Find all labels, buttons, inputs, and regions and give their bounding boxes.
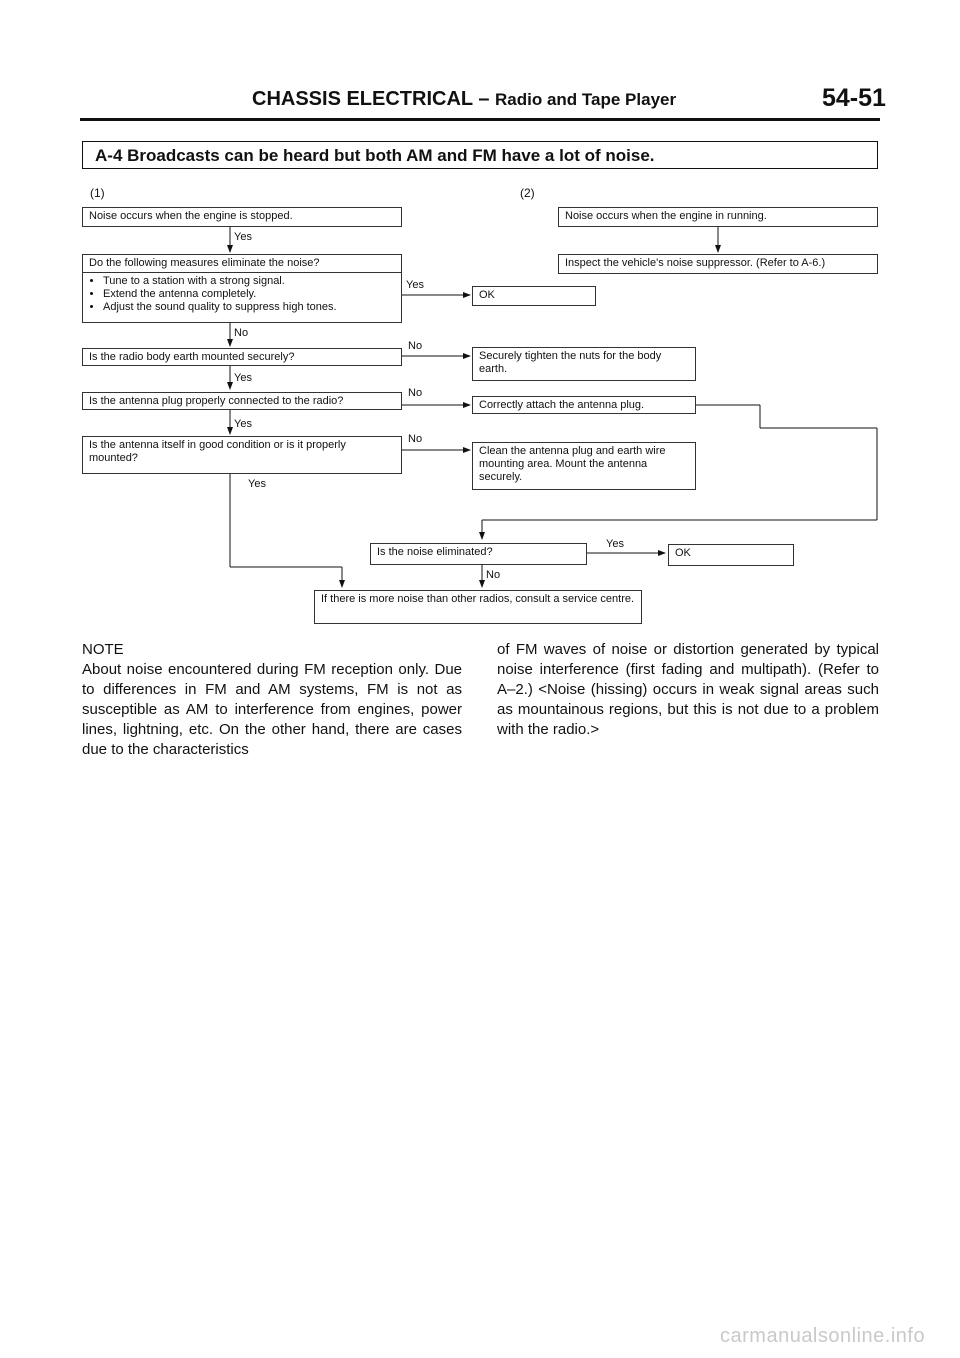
consult-service-box: If there is more noise than other radios, consult a service centre.	[314, 590, 642, 624]
measure-item: • Adjust the sound quality to suppress high tones.	[103, 301, 395, 314]
page-number: 54-51	[822, 84, 886, 112]
antenna-question: Is the antenna itself in good condition or is it properly mounted?	[82, 436, 402, 474]
measures-question: Do the following measures eliminate the noise?	[83, 257, 401, 273]
edge-no-1: No	[234, 327, 249, 339]
edge-yes-3: Yes	[234, 418, 252, 430]
edge-no-plug: No	[408, 387, 423, 399]
body-earth-question: Is the radio body earth mounted securely?	[82, 348, 402, 366]
edge-yes-eliminated: Yes	[606, 538, 624, 550]
measure-item: • Tune to a station with a strong signal.	[103, 275, 395, 288]
engine-running-box: Noise occurs when the engine in running.	[558, 207, 878, 227]
ok-box-1: OK	[472, 286, 596, 306]
note-left-text: About noise encountered during FM reception only. Due to differences in FM and AM systems, FM is not as susceptible as AM to interference from engines, power lines, lightning, etc. On the other hand, there are cases due to the characteristics	[82, 661, 462, 758]
flow2-label: (2)	[520, 186, 535, 200]
note-right-text: of FM waves of noise or distortion generated by typical noise interference (first fading and multipath). (Refer to A–2.) <Noise (hissing) occurs in weak signal areas such as mountainous regions, but this is not due to a problem with the radio.>	[497, 641, 879, 738]
noise-eliminated-question: Is the noise eliminated?	[370, 543, 587, 565]
section-title: A-4 Broadcasts can be heard but both AM and FM have a lot of noise.	[82, 141, 878, 169]
note-heading: NOTE	[82, 641, 124, 658]
ok-box-2: OK	[668, 544, 794, 566]
measures-box	[82, 254, 402, 323]
measures-list	[89, 275, 395, 314]
measure-item: • Extend the antenna completely.	[103, 288, 395, 301]
edge-no-body-earth: No	[408, 340, 423, 352]
body-earth-fix: Securely tighten the nuts for the body earth.	[472, 347, 696, 381]
edge-yes-2: Yes	[234, 372, 252, 384]
note-left	[82, 640, 462, 760]
edge-yes-measures: Yes	[406, 279, 424, 291]
antenna-fix: Clean the antenna plug and earth wire mounting area. Mount the antenna securely.	[472, 442, 696, 490]
edge-no-antenna: No	[408, 433, 423, 445]
footer-watermark: carmanualsonline.info	[720, 1325, 926, 1347]
plug-question: Is the antenna plug properly connected to the radio?	[82, 392, 402, 410]
engine-stopped-box: Noise occurs when the engine is stopped.	[82, 207, 402, 227]
inspect-suppressor-box: Inspect the vehicle's noise suppressor. (Refer to A-6.)	[558, 254, 878, 274]
header-title: CHASSIS ELECTRICAL	[252, 88, 473, 110]
plug-fix: Correctly attach the antenna plug.	[472, 396, 696, 414]
header-dash: –	[478, 88, 490, 110]
edge-yes-1: Yes	[234, 231, 252, 243]
header-subtitle: Radio and Tape Player	[495, 90, 677, 109]
flow1-label: (1)	[90, 186, 105, 200]
edge-yes-4: Yes	[248, 478, 266, 490]
edge-no-eliminated: No	[486, 569, 501, 581]
